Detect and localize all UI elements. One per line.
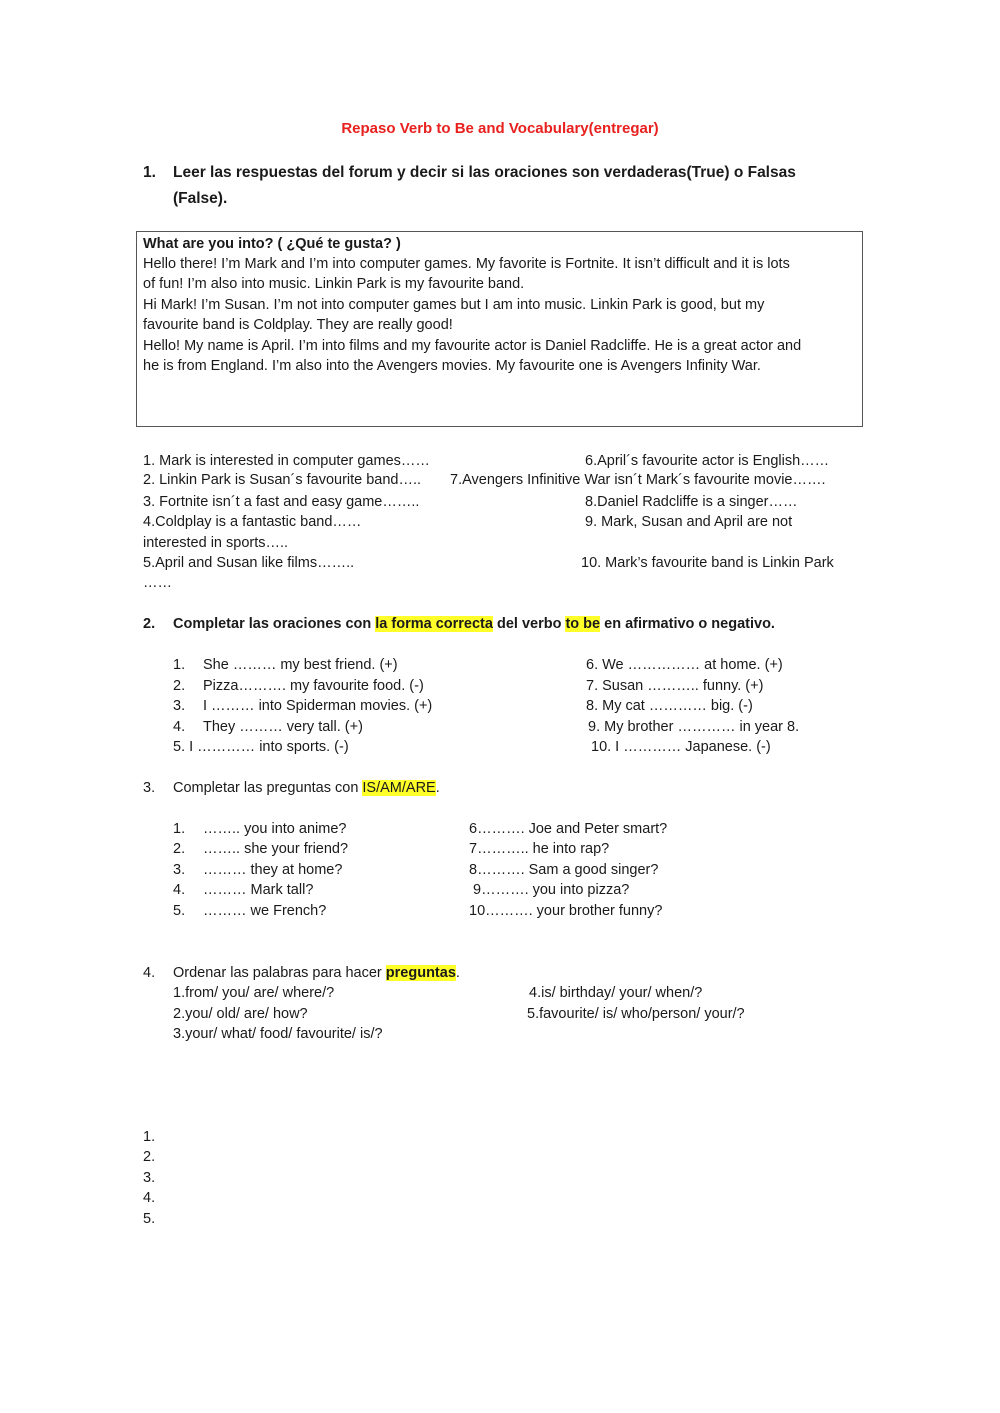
tf-statement-9-cont: interested in sports….. xyxy=(143,535,289,551)
list-number: 1. xyxy=(173,821,186,837)
highlight-is-am-are: IS/AM/ARE xyxy=(362,780,436,796)
forum-line: Hello! My name is April. I’m into films and my favourite actor is Daniel Radcliffe. He is a great actor and xyxy=(143,338,802,354)
list-number: 2. xyxy=(173,678,186,694)
tf-statement-2: 2. Linkin Park is Susan´s favourite band….. xyxy=(143,472,422,488)
tf-statement-10-cont: …… xyxy=(143,575,172,591)
exercise2-item: 8. My cat ………… big. (-) xyxy=(586,698,753,714)
list-number: 3. xyxy=(173,862,186,878)
exercise2-item: She ……… my best friend. (+) xyxy=(203,657,398,673)
answer-line: 2. xyxy=(143,1149,156,1165)
section1-instruction-line1: Leer las respuestas del forum y decir si las oraciones son verdaderas(True) o Falsas xyxy=(173,164,796,181)
section1-instruction-line2: (False). xyxy=(173,190,228,207)
exercise3-item: 10………. your brother funny? xyxy=(469,903,663,919)
section3-number: 3. xyxy=(143,780,156,796)
answer-line: 4. xyxy=(143,1190,156,1206)
section4-instruction: Ordenar las palabras para hacer preguntas. xyxy=(173,965,460,981)
exercise2-item: 5. I ………… into sports. (-) xyxy=(173,739,349,755)
section3-instruction: Completar las preguntas con IS/AM/ARE. xyxy=(173,780,440,796)
exercise3-item: 7……….. he into rap? xyxy=(469,841,610,857)
exercise2-item: 9. My brother ………… in year 8. xyxy=(588,719,800,735)
tf-statement-1: 1. Mark is interested in computer games…… xyxy=(143,453,430,469)
exercise4-item: 2.you/ old/ are/ how? xyxy=(173,1006,308,1022)
exercise4-item: 1.from/ you/ are/ where/? xyxy=(173,985,335,1001)
exercise3-item: ……… they at home? xyxy=(203,862,343,878)
section1-number: 1. xyxy=(143,164,156,181)
exercise4-item: 3.your/ what/ food/ favourite/ is/? xyxy=(173,1026,383,1042)
forum-line: favourite band is Coldplay. They are really good! xyxy=(143,317,453,333)
exercise4-item: 5.favourite/ is/ who/person/ your/? xyxy=(527,1006,745,1022)
exercise3-item: …….. you into anime? xyxy=(203,821,347,837)
exercise4-item: 4.is/ birthday/ your/ when/? xyxy=(529,985,703,1001)
answer-line: 1. xyxy=(143,1129,156,1145)
list-number: 2. xyxy=(173,841,186,857)
section2-number: 2. xyxy=(143,616,156,632)
section4-number: 4. xyxy=(143,965,156,981)
forum-box xyxy=(136,231,863,427)
tf-statement-9: 9. Mark, Susan and April are not xyxy=(585,514,793,530)
forum-line: Hello there! I’m Mark and I’m into computer games. My favorite is Fortnite. It isn’t difficult and it is lots xyxy=(143,256,790,272)
exercise3-item: 9………. you into pizza? xyxy=(473,882,630,898)
forum-line: he is from England. I’m also into the Avengers movies. My favourite one is Avengers Infinity War. xyxy=(143,358,761,374)
exercise3-item: ……… we French? xyxy=(203,903,327,919)
exercise2-item: 7. Susan ……….. funny. (+) xyxy=(586,678,764,694)
list-number: 4. xyxy=(173,719,186,735)
tf-statement-8: 8.Daniel Radcliffe is a singer…… xyxy=(585,494,798,510)
forum-line: of fun! I’m also into music. Linkin Park is my favourite band. xyxy=(143,276,525,292)
forum-line: Hi Mark! I’m Susan. I’m not into computer games but I am into music. Linkin Park is good, but my xyxy=(143,297,765,313)
tf-statement-6: 6.April´s favourite actor is English…… xyxy=(585,453,830,469)
list-number: 5. xyxy=(173,903,186,919)
exercise2-item: 6. We …………… at home. (+) xyxy=(586,657,783,673)
exercise2-item: They ……… very tall. (+) xyxy=(203,719,363,735)
exercise2-item: Pizza………. my favourite food. (-) xyxy=(203,678,424,694)
tf-statement-4: 4.Coldplay is a fantastic band…… xyxy=(143,514,362,530)
exercise3-item: 8………. Sam a good singer? xyxy=(469,862,659,878)
tf-statement-3: 3. Fortnite isn´t a fast and easy game…….. xyxy=(143,494,420,510)
highlight-to-be: to be xyxy=(565,616,601,632)
tf-statement-5: 5.April and Susan like films…….. xyxy=(143,555,355,571)
exercise2-item: 10. I ………… Japanese. (-) xyxy=(591,739,771,755)
section2-instruction: Completar las oraciones con la forma correcta del verbo to be en afirmativo o negativo. xyxy=(173,616,775,632)
answer-line: 5. xyxy=(143,1211,156,1227)
exercise3-item: …….. she your friend? xyxy=(203,841,349,857)
exercise2-item: I ……… into Spiderman movies. (+) xyxy=(203,698,433,714)
highlight-preguntas: preguntas xyxy=(385,965,456,981)
forum-heading: What are you into? ( ¿Qué te gusta? ) xyxy=(143,236,401,252)
tf-statement-10: 10. Mark’s favourite band is Linkin Park xyxy=(581,555,834,571)
highlight-correct-form: la forma correcta xyxy=(375,616,493,632)
answer-line: 3. xyxy=(143,1170,156,1186)
tf-statement-7: 7.Avengers Infinitive War isn´t Mark´s favourite movie……. xyxy=(450,472,826,488)
list-number: 1. xyxy=(173,657,186,673)
list-number: 4. xyxy=(173,882,186,898)
exercise3-item: ……… Mark tall? xyxy=(203,882,314,898)
list-number: 3. xyxy=(173,698,186,714)
page-title: Repaso Verb to Be and Vocabulary(entregar) xyxy=(341,120,659,137)
exercise3-item: 6………. Joe and Peter smart? xyxy=(469,821,668,837)
